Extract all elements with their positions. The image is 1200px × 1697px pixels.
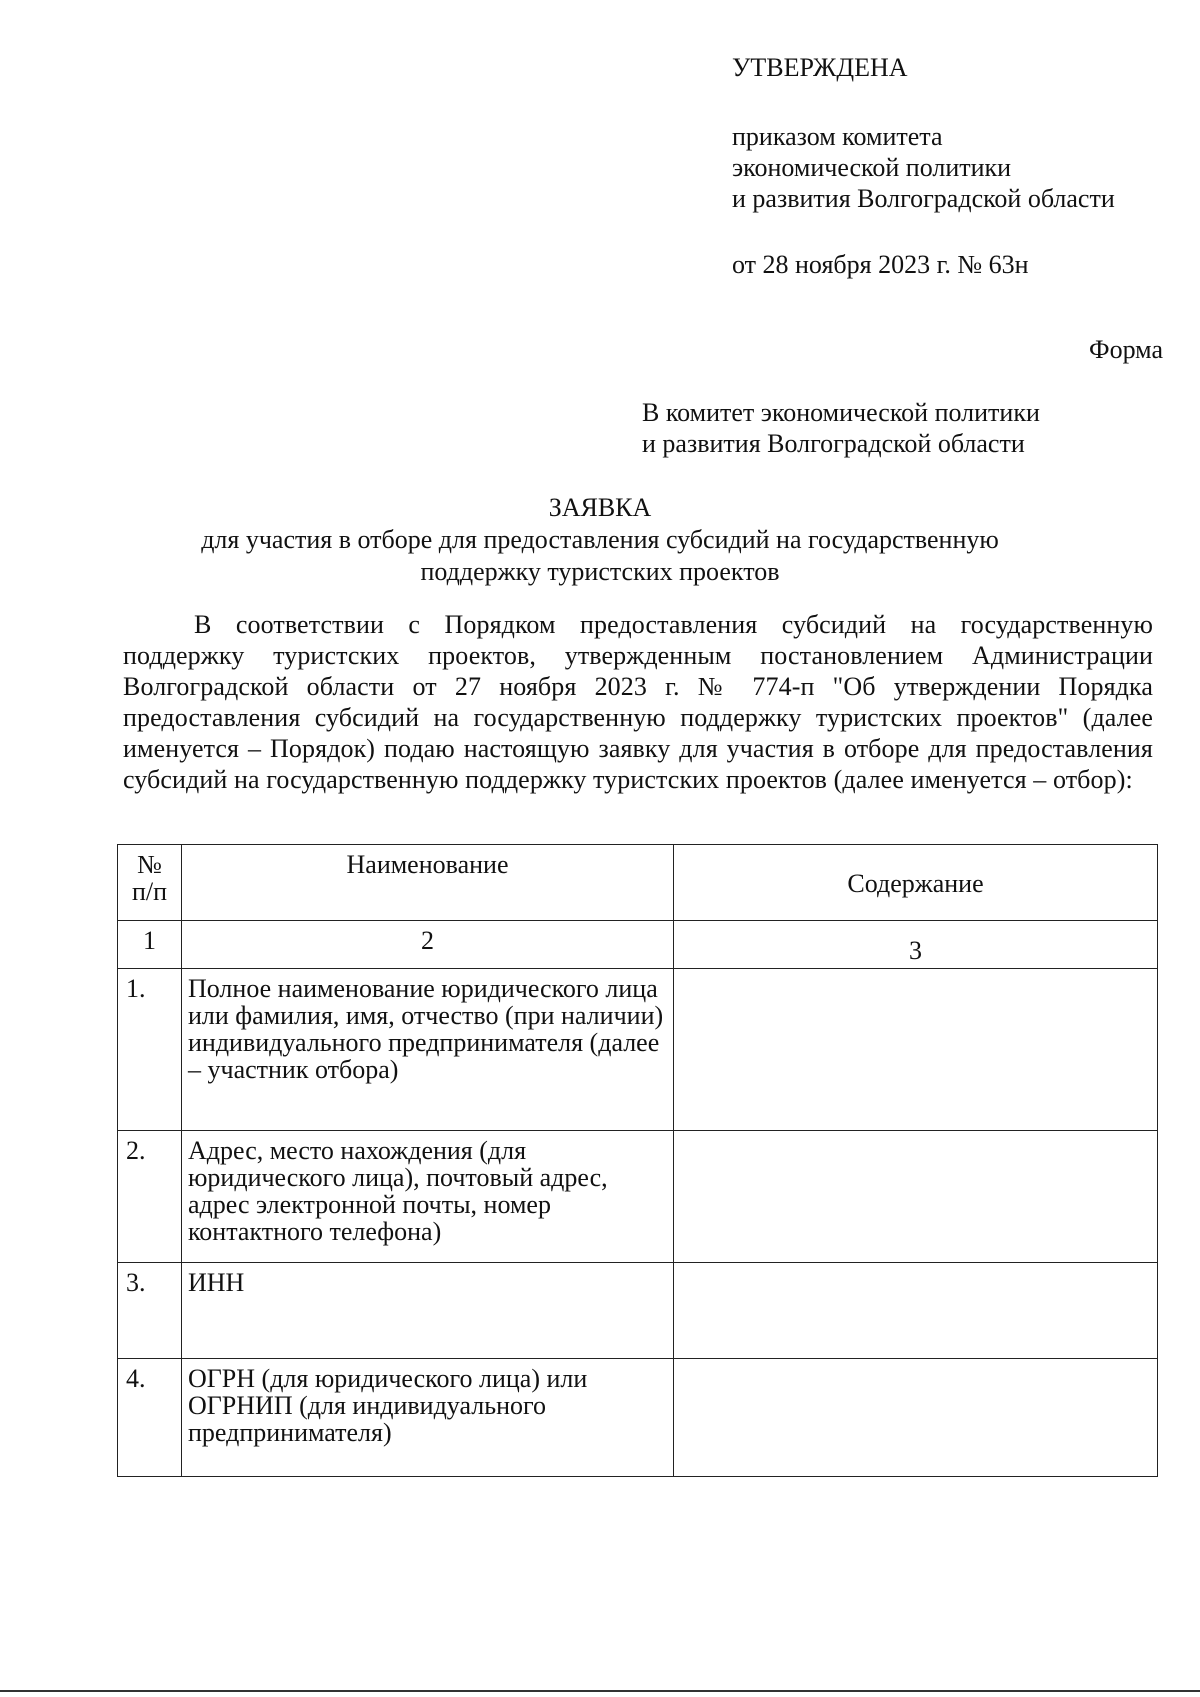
application-table [117, 844, 1158, 1477]
table-row [118, 969, 1158, 1131]
approval-line-3: и развития Волгоградской области [732, 184, 1115, 213]
recipient-block [642, 397, 1040, 459]
row-content-field[interactable] [674, 969, 1158, 1131]
row-name: Полное наименование юридического лица или фамилия, имя, отчество (при наличии) индивидуального предпринимателя (далее – участник отбора) [182, 969, 674, 1131]
row-name: ИНН [182, 1263, 674, 1359]
index-cell-2: 2 [182, 921, 674, 969]
approval-block [732, 52, 1115, 280]
approval-line-1: приказом комитета [732, 122, 943, 151]
approval-title: УТВЕРЖДЕНА [732, 53, 908, 82]
form-label: Форма [1089, 335, 1163, 364]
document-subtitle-line-1: для участия в отборе для предоставления субсидий на государственную [201, 525, 999, 554]
row-name: Адрес, место нахождения (для юридического лица), почтовый адрес, адрес электронной почты, номер контактного телефона) [182, 1131, 674, 1263]
row-number: 4. [118, 1359, 182, 1477]
row-number: 3. [118, 1263, 182, 1359]
index-cell-1: 1 [118, 921, 182, 969]
table-header-row [118, 845, 1158, 921]
table-row [118, 1263, 1158, 1359]
recipient-line-2: и развития Волгоградской области [642, 429, 1025, 458]
recipient-line-1: В комитет экономической политики [642, 398, 1040, 427]
row-number: 2. [118, 1131, 182, 1263]
approval-date: от 28 ноября 2023 г. № 63н [732, 250, 1029, 279]
document-heading [0, 492, 1200, 588]
table-index-row [118, 921, 1158, 969]
row-name: ОГРН (для юридического лица) или ОГРНИП (для индивидуального предпринимателя) [182, 1359, 674, 1477]
bottom-rule [0, 1690, 1200, 1692]
header-name: Наименование [182, 845, 674, 921]
row-number: 1. [118, 969, 182, 1131]
table-row [118, 1359, 1158, 1477]
document-subtitle-line-2: поддержку туристских проектов [420, 557, 780, 586]
document-title: ЗАЯВКА [548, 493, 652, 522]
row-content-field[interactable] [674, 1359, 1158, 1477]
intro-paragraph: В соответствии с Порядком предоставления субсидий на государственную поддержку туристских проектов, утвержденным постановлением Администрации Волгоградской области от 27 ноября 2023 г. № 774-п "Об утверждении Порядка предоставления субсидий на государственную поддержку туристских проектов" (далее именуется – Порядок) подаю настоящую заявку для участия в отборе для предоставления субсидий на государственную поддержку туристских проектов (далее именуется – отбор): [123, 610, 1153, 794]
table-row [118, 1131, 1158, 1263]
approval-line-2: экономической политики [732, 153, 1012, 182]
header-content: Содержание [674, 845, 1158, 921]
index-cell-3: 3 [674, 921, 1158, 969]
row-content-field[interactable] [674, 1131, 1158, 1263]
row-content-field[interactable] [674, 1263, 1158, 1359]
header-number: № п/п [118, 845, 182, 921]
